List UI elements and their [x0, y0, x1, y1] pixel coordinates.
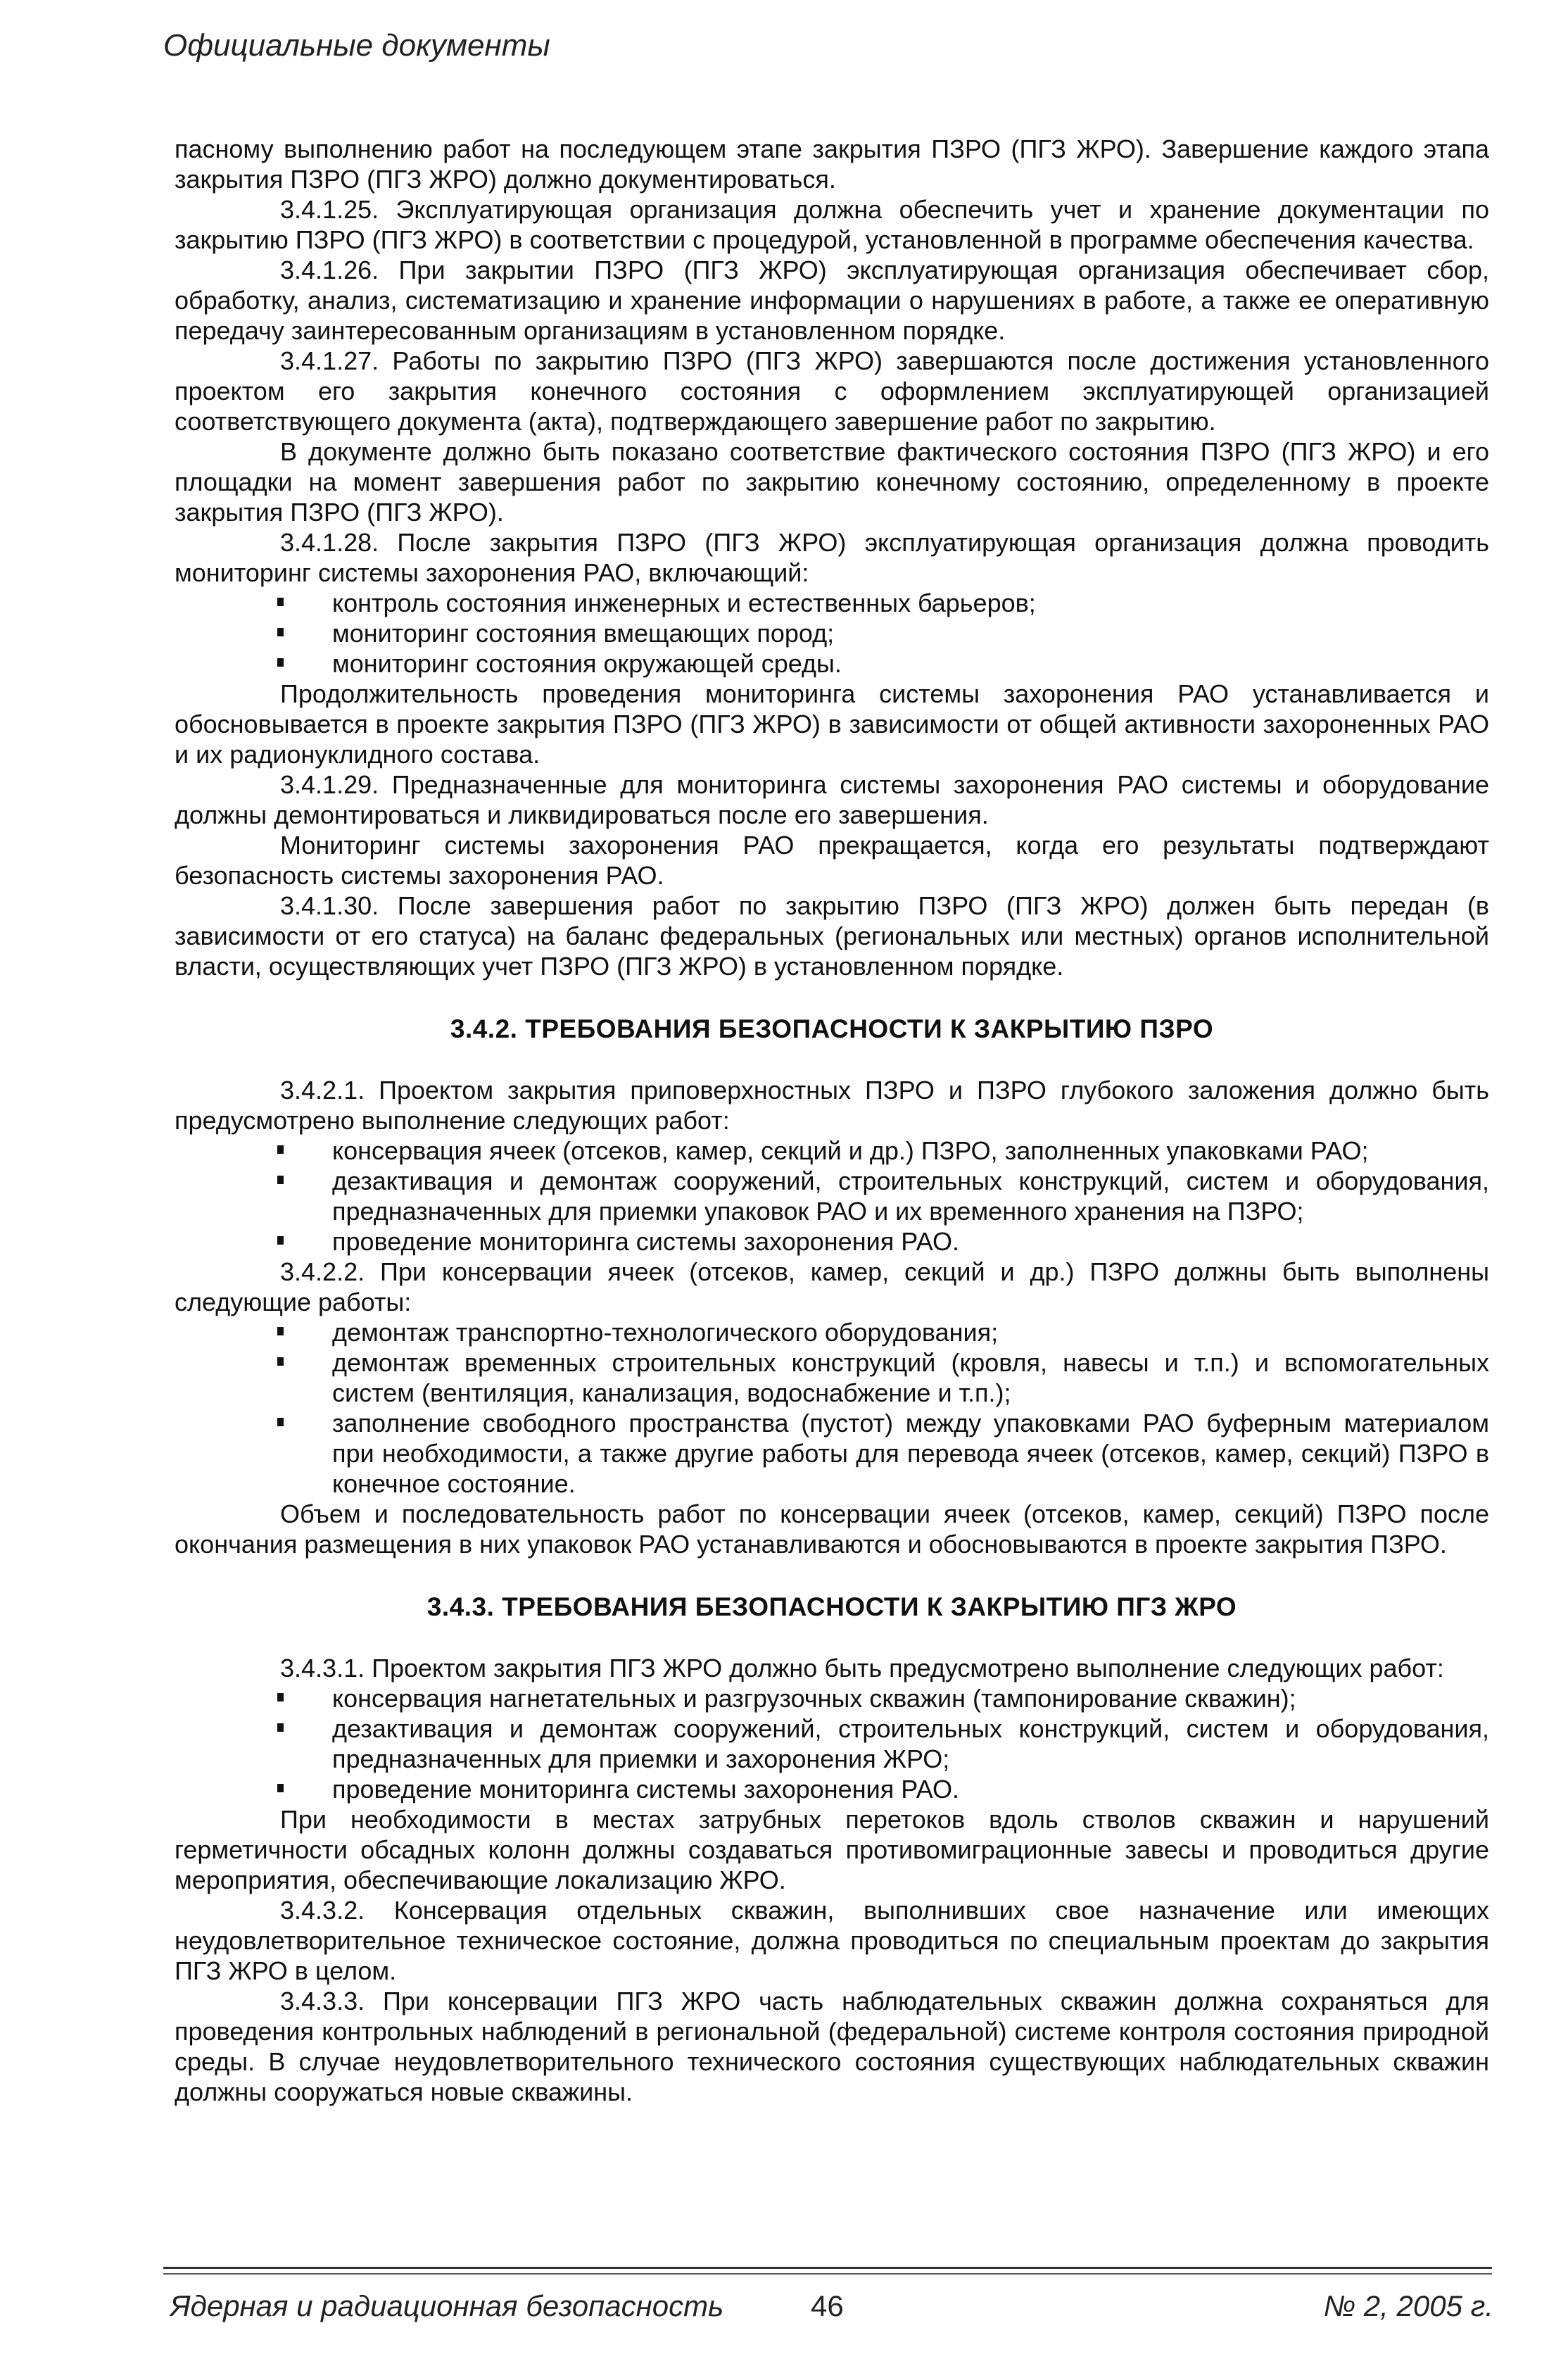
paragraph: 3.4.1.27. Работы по закрытию ПЗРО (ПГЗ ЖРО) завершаются после достижения установленного проектом его закрытия конечного состояния с оформлением эксплуатирующей организацией соответствующего документа (акта), подтверждающего завершение работ по закрытию.	[175, 346, 1489, 436]
list-item: контроль состояния инженерных и естественных барьеров;	[175, 588, 1489, 618]
paragraph: 3.4.1.28. После закрытия ПЗРО (ПГЗ ЖРО) эксплуатирующая организация должна проводить мониторинг системы захоронения РАО, включающий:	[175, 528, 1489, 587]
paragraph: При необходимости в местах затрубных перетоков вдоль стволов скважин и нарушений герметичности обсадных колонн должны создаваться противомиграционные завесы и проводиться другие мероприятия, обеспечивающие локализацию ЖРО.	[175, 1805, 1489, 1894]
paragraph: 3.4.2.1. Проектом закрытия приповерхностных ПЗРО и ПЗРО глубокого заложения должно быть предусмотрено выполнение следующих работ:	[175, 1076, 1489, 1135]
list-item: дезактивация и демонтаж сооружений, строительных конструкций, систем и оборудования, предназначенных для приемки и захоронения ЖРО;	[175, 1713, 1489, 1774]
paragraph: пасному выполнению работ на последующем этапе закрытия ПЗРО (ПГЗ ЖРО). Завершение каждого этапа закрытия ПЗРО (ПГЗ ЖРО) должно документироваться.	[175, 134, 1489, 194]
section-heading: 3.4.2. ТРЕБОВАНИЯ БЕЗОПАСНОСТИ К ЗАКРЫТИЮ ПЗРО	[450, 1014, 1214, 1043]
issue-number: № 2, 2005 г.	[1323, 2289, 1493, 2322]
list-item: дезактивация и демонтаж сооружений, строительных конструкций, систем и оборудования, предназначенных для приемки упаковок РАО и их временного хранения на ПЗРО;	[175, 1166, 1489, 1226]
list-item: проведение мониторинга системы захоронения РАО.	[175, 1774, 1489, 1804]
running-header: Официальные документы	[163, 28, 550, 63]
conservation-works-list	[175, 1317, 1489, 1499]
monitoring-list	[175, 588, 1489, 679]
page-number: 46	[811, 2289, 844, 2322]
list-item: демонтаж транспортно-технологического оборудования;	[175, 1317, 1489, 1347]
list-item: мониторинг состояния окружающей среды.	[175, 648, 1489, 679]
list-item: консервация ячеек (отсеков, камер, секций и др.) ПЗРО, заполненных упаковками РАО;	[175, 1136, 1489, 1166]
paragraph: Продолжительность проведения мониторинга системы захоронения РАО устанавливается и обосновывается в проекте закрытия ПЗРО (ПГЗ ЖРО) в зависимости от общей активности захороненных РАО и их радионуклидного состава.	[175, 679, 1489, 769]
journal-title: Ядерная и радиационная безопасность	[170, 2289, 724, 2322]
paragraph: 3.4.2.2. При консервации ячеек (отсеков, камер, секций и др.) ПЗРО должны быть выполнены следующие работы:	[175, 1257, 1489, 1316]
paragraph: Мониторинг системы захоронения РАО прекращается, когда его результаты подтверждают безопасность системы захоронения РАО.	[175, 831, 1489, 890]
paragraph: 3.4.3.3. При консервации ПГЗ ЖРО часть наблюдательных скважин должна сохраняться для проведения контрольных наблюдений в региональной (федеральной) системе контроля состояния природной среды. В случае неудовлетворительного технического состояния существующих наблюдательных скважин должны сооружаться новые скважины.	[175, 1987, 1489, 2106]
footer-rule	[163, 2267, 1492, 2275]
paragraph: В документе должно быть показано соответствие фактического состояния ПЗРО (ПГЗ ЖРО) и его площадки на момент завершения работ по закрытию конечному состоянию, определенному в проекте закрытия ПЗРО (ПГЗ ЖРО).	[175, 437, 1489, 527]
section-heading: 3.4.3. ТРЕБОВАНИЯ БЕЗОПАСНОСТИ К ЗАКРЫТИЮ ПГЗ ЖРО	[426, 1592, 1237, 1621]
paragraph: 3.4.1.29. Предназначенные для мониторинга системы захоронения РАО системы и оборудование должны демонтироваться и ликвидироваться после его завершения.	[175, 770, 1489, 829]
paragraph: 3.4.1.25. Эксплуатирующая организация должна обеспечить учет и хранение документации по закрытию ПЗРО (ПГЗ ЖРО) в соответствии с процедурой, установленной в программе обеспечения качества.	[175, 195, 1489, 254]
paragraph: 3.4.1.26. При закрытии ПЗРО (ПГЗ ЖРО) эксплуатирующая организация обеспечивает сбор, обработку, анализ, систематизацию и хранение информации о нарушениях в работе, а также ее оперативную передачу заинтересованным организациям в установленном порядке.	[175, 256, 1489, 345]
paragraph: 3.4.1.30. После завершения работ по закрытию ПЗРО (ПГЗ ЖРО) должен быть передан (в зависимости от его статуса) на баланс федеральных (региональных или местных) органов исполнительной власти, осуществляющих учет ПЗРО (ПГЗ ЖРО) в установленном порядке.	[175, 891, 1489, 981]
list-item: демонтаж временных строительных конструкций (кровля, навесы и т.п.) и вспомогательных систем (вентиляция, канализация, водоснабжение и т.п.);	[175, 1347, 1489, 1408]
paragraph: 3.4.3.2. Консервация отдельных скважин, выполнивших свое назначение или имеющих неудовлетворительное техническое состояние, должна проводиться по специальным проектам до закрытия ПГЗ ЖРО в целом.	[175, 1896, 1489, 1985]
document-body	[175, 134, 1489, 2107]
paragraph: 3.4.3.1. Проектом закрытия ПГЗ ЖРО должно быть предусмотрено выполнение следующих работ:	[280, 1654, 1444, 1682]
paragraph: Объем и последовательность работ по консервации ячеек (отсеков, камер, секций) ПЗРО после окончания размещения в них упаковок РАО устанавливаются и обосновываются в проекте закрытия ПЗРО.	[175, 1499, 1489, 1559]
list-item: заполнение свободного пространства (пустот) между упаковками РАО буферным материалом при необходимости, а также другие работы для перевода ячеек (отсеков, камер, секций) ПЗРО в конечное состояние.	[175, 1408, 1489, 1499]
pzro-works-list	[175, 1136, 1489, 1257]
list-item: проведение мониторинга системы захоронения РАО.	[175, 1226, 1489, 1257]
list-item: мониторинг состояния вмещающих пород;	[175, 618, 1489, 648]
list-item: консервация нагнетательных и разгрузочных скважин (тампонирование скважин);	[175, 1683, 1489, 1713]
pgz-works-list	[175, 1683, 1489, 1804]
